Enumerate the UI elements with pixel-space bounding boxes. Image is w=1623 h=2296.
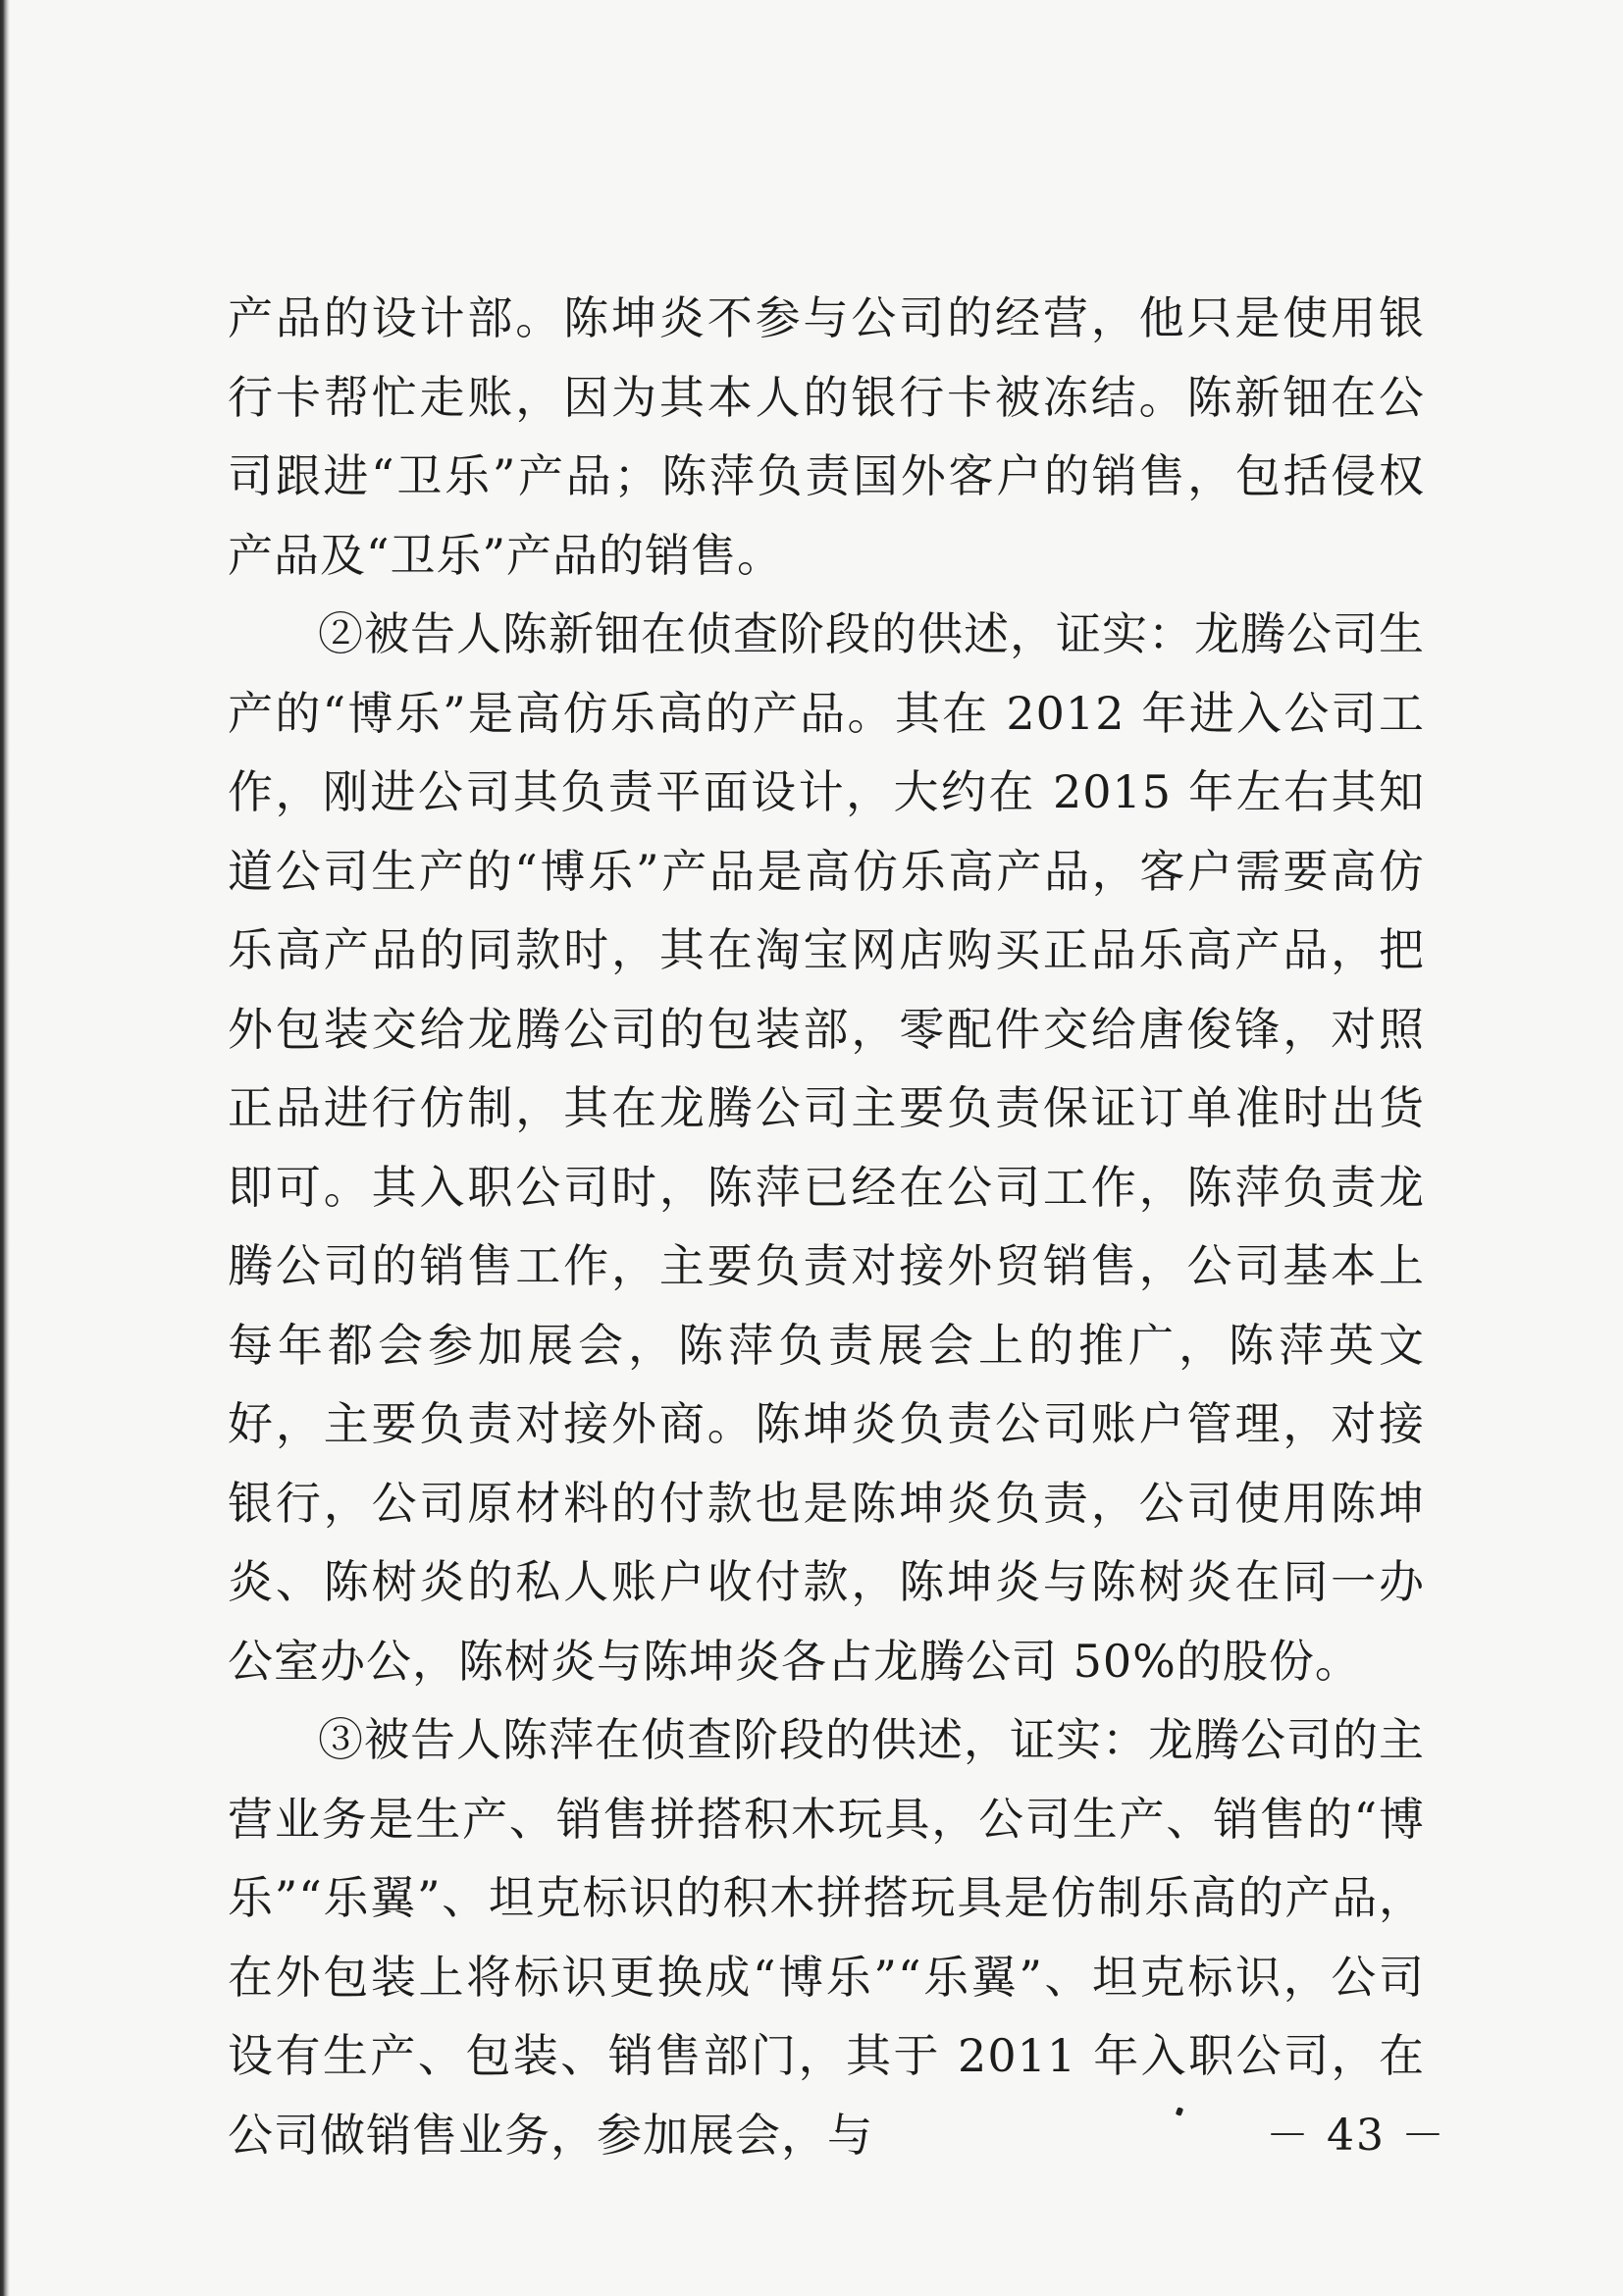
scan-binding-edge	[0, 0, 10, 2296]
paragraph-continued: 产品的设计部。陈坤炎不参与公司的经营，他只是使用银行卡帮忙走账，因为其本人的银行卡被冻结。陈新钿在公司跟进“卫乐”产品；陈萍负责国外客户的销售，包括侵权产品及“卫乐”产品的销售。	[228, 291, 1425, 582]
page-number: － 43 －	[1266, 2111, 1446, 2161]
paragraph-evidence-2: ②被告人陈新钿在侦查阶段的供述，证实：龙腾公司生产的“博乐”是高仿乐高的产品。其在 2012 年进入公司工作，刚进公司其负责平面设计，大约在 2015 年左右其知道公司生产的“博乐”产品是高仿乐高产品，客户需要高仿乐高产品的同款时，其在淘宝网店购买正品乐高产品，把外包装交给龙腾公司的包装部，零配件交给唐俊锋，对照正品进行仿制，其在龙腾公司主要负责保证订单准时出货即可。其入职公司时，陈萍已经在公司工作，陈萍负责龙腾公司的销售工作，主要负责对接外贸销售，公司基本上每年都会参加展会，陈萍负责展会上的推广，陈萍英文好，主要负责对接外商。陈坤炎负责公司账户管理，对接银行，公司原材料的付款也是陈坤炎负责，公司使用陈坤炎、陈树炎的私人账户收付款，陈坤炎与陈树炎在同一办公室办公，陈树炎与陈坤炎各占龙腾公司 50%的股份。	[228, 607, 1425, 1688]
document-body	[228, 279, 1425, 2174]
paragraph-evidence-3: ③被告人陈萍在侦查阶段的供述，证实：龙腾公司的主营业务是生产、销售拼搭积木玩具，公司生产、销售的“博乐”“乐翼”、坦克标识的积木拼搭玩具是仿制乐高的产品，在外包装上将标识更换成“博乐”“乐翼”、坦克标识，公司设有生产、包装、销售部门，其于 2011 年入职公司，在公司做销售业务，参加展会，与	[228, 1713, 1425, 2162]
